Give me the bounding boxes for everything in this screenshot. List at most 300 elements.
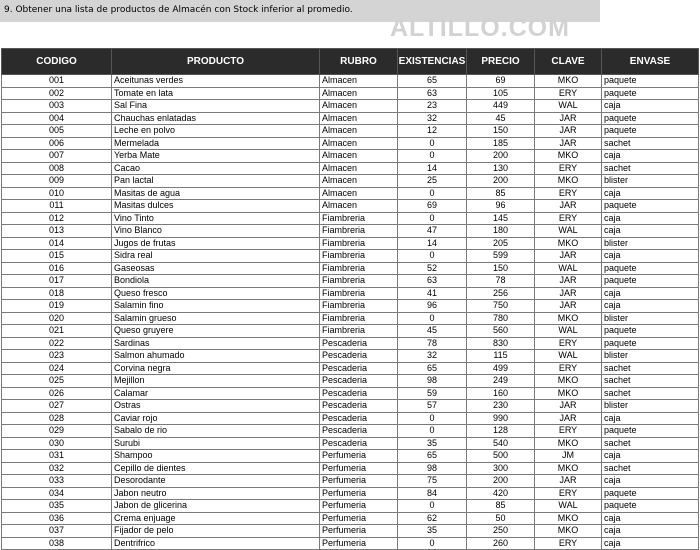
cell-rubro: Almacen bbox=[320, 162, 398, 175]
cell-producto: Desorodante bbox=[112, 475, 320, 488]
cell-producto: Dentrifrico bbox=[112, 537, 320, 550]
cell-producto: Calamar bbox=[112, 387, 320, 400]
cell-rubro: Almacen bbox=[320, 100, 398, 113]
cell-precio: 250 bbox=[467, 525, 535, 538]
cell-clave: JAR bbox=[535, 300, 602, 313]
table-row bbox=[2, 212, 699, 225]
cell-codigo: 013 bbox=[2, 225, 112, 238]
table-row bbox=[2, 250, 699, 263]
cell-envase: paquete bbox=[602, 262, 699, 275]
cell-codigo: 005 bbox=[2, 125, 112, 138]
cell-precio: 200 bbox=[467, 175, 535, 188]
cell-producto: Vino Blanco bbox=[112, 225, 320, 238]
cell-rubro: Almacen bbox=[320, 137, 398, 150]
cell-precio: 180 bbox=[467, 225, 535, 238]
cell-clave: WAL bbox=[535, 225, 602, 238]
cell-rubro: Pescaderia bbox=[320, 362, 398, 375]
cell-codigo: 016 bbox=[2, 262, 112, 275]
cell-clave: ERY bbox=[535, 162, 602, 175]
cell-codigo: 004 bbox=[2, 112, 112, 125]
cell-envase: paquete bbox=[602, 425, 699, 438]
cell-rubro: Almacen bbox=[320, 112, 398, 125]
cell-rubro: Almacen bbox=[320, 175, 398, 188]
cell-existencias: 62 bbox=[398, 512, 467, 525]
cell-existencias: 98 bbox=[398, 462, 467, 475]
cell-existencias: 52 bbox=[398, 262, 467, 275]
cell-codigo: 014 bbox=[2, 237, 112, 250]
cell-existencias: 14 bbox=[398, 237, 467, 250]
table-header-row bbox=[2, 49, 699, 75]
cell-producto: Salamin fino bbox=[112, 300, 320, 313]
cell-producto: Mejillon bbox=[112, 375, 320, 388]
table-row bbox=[2, 287, 699, 300]
cell-producto: Aceitunas verdes bbox=[112, 75, 320, 88]
cell-precio: 105 bbox=[467, 87, 535, 100]
cell-clave: JAR bbox=[535, 287, 602, 300]
col-header-rubro: RUBRO bbox=[320, 49, 398, 75]
cell-envase: sachet bbox=[602, 462, 699, 475]
cell-rubro: Fiambreria bbox=[320, 287, 398, 300]
cell-existencias: 45 bbox=[398, 325, 467, 338]
cell-existencias: 65 bbox=[398, 75, 467, 88]
cell-producto: Sal Fina bbox=[112, 100, 320, 113]
cell-rubro: Almacen bbox=[320, 200, 398, 213]
cell-producto: Gaseosas bbox=[112, 262, 320, 275]
cell-existencias: 35 bbox=[398, 437, 467, 450]
table-row bbox=[2, 400, 699, 413]
cell-rubro: Pescaderia bbox=[320, 387, 398, 400]
cell-rubro: Pescaderia bbox=[320, 337, 398, 350]
cell-envase: caja bbox=[602, 512, 699, 525]
cell-precio: 990 bbox=[467, 412, 535, 425]
cell-envase: caja bbox=[602, 537, 699, 550]
cell-precio: 50 bbox=[467, 512, 535, 525]
cell-rubro: Pescaderia bbox=[320, 375, 398, 388]
table-row bbox=[2, 225, 699, 238]
cell-existencias: 0 bbox=[398, 425, 467, 438]
cell-codigo: 006 bbox=[2, 137, 112, 150]
cell-envase: caja bbox=[602, 250, 699, 263]
cell-envase: caja bbox=[602, 225, 699, 238]
cell-existencias: 23 bbox=[398, 100, 467, 113]
cell-envase: caja bbox=[602, 287, 699, 300]
cell-envase: caja bbox=[602, 100, 699, 113]
cell-rubro: Perfumeria bbox=[320, 512, 398, 525]
cell-clave: MKO bbox=[535, 150, 602, 163]
cell-producto: Shampoo bbox=[112, 450, 320, 463]
table-row bbox=[2, 237, 699, 250]
cell-existencias: 25 bbox=[398, 175, 467, 188]
cell-precio: 249 bbox=[467, 375, 535, 388]
cell-rubro: Fiambreria bbox=[320, 250, 398, 263]
cell-existencias: 63 bbox=[398, 87, 467, 100]
cell-rubro: Almacen bbox=[320, 75, 398, 88]
cell-producto: Mermelada bbox=[112, 137, 320, 150]
cell-precio: 499 bbox=[467, 362, 535, 375]
cell-rubro: Fiambreria bbox=[320, 275, 398, 288]
cell-producto: Ostras bbox=[112, 400, 320, 413]
cell-codigo: 034 bbox=[2, 487, 112, 500]
table-row bbox=[2, 162, 699, 175]
table-row bbox=[2, 137, 699, 150]
cell-envase: sachet bbox=[602, 162, 699, 175]
cell-clave: JAR bbox=[535, 125, 602, 138]
cell-producto: Pan lactal bbox=[112, 175, 320, 188]
cell-envase: caja bbox=[602, 212, 699, 225]
cell-existencias: 75 bbox=[398, 475, 467, 488]
table-row bbox=[2, 487, 699, 500]
cell-rubro: Fiambreria bbox=[320, 262, 398, 275]
site-logo: ALTILLO.COM bbox=[390, 14, 570, 42]
cell-precio: 150 bbox=[467, 262, 535, 275]
cell-precio: 145 bbox=[467, 212, 535, 225]
cell-codigo: 012 bbox=[2, 212, 112, 225]
cell-envase: caja bbox=[602, 475, 699, 488]
cell-clave: JAR bbox=[535, 200, 602, 213]
cell-codigo: 009 bbox=[2, 175, 112, 188]
cell-clave: WAL bbox=[535, 262, 602, 275]
cell-clave: ERY bbox=[535, 425, 602, 438]
cell-codigo: 022 bbox=[2, 337, 112, 350]
products-table bbox=[1, 48, 699, 550]
cell-clave: ERY bbox=[535, 537, 602, 550]
cell-existencias: 84 bbox=[398, 487, 467, 500]
cell-precio: 200 bbox=[467, 475, 535, 488]
cell-clave: MKO bbox=[535, 462, 602, 475]
cell-envase: blister bbox=[602, 237, 699, 250]
table-row bbox=[2, 450, 699, 463]
cell-rubro: Perfumeria bbox=[320, 537, 398, 550]
cell-clave: ERY bbox=[535, 487, 602, 500]
table-row bbox=[2, 437, 699, 450]
cell-envase: caja bbox=[602, 412, 699, 425]
cell-rubro: Almacen bbox=[320, 87, 398, 100]
cell-clave: ERY bbox=[535, 212, 602, 225]
cell-rubro: Pescaderia bbox=[320, 412, 398, 425]
cell-clave: JAR bbox=[535, 400, 602, 413]
cell-producto: Queso gruyere bbox=[112, 325, 320, 338]
cell-existencias: 96 bbox=[398, 300, 467, 313]
cell-precio: 115 bbox=[467, 350, 535, 363]
cell-clave: ERY bbox=[535, 337, 602, 350]
cell-existencias: 0 bbox=[398, 137, 467, 150]
cell-existencias: 0 bbox=[398, 150, 467, 163]
cell-envase: paquete bbox=[602, 112, 699, 125]
table-row bbox=[2, 475, 699, 488]
cell-clave: JAR bbox=[535, 112, 602, 125]
table-row bbox=[2, 512, 699, 525]
cell-precio: 599 bbox=[467, 250, 535, 263]
col-header-codigo: CODIGO bbox=[2, 49, 112, 75]
cell-codigo: 033 bbox=[2, 475, 112, 488]
cell-codigo: 019 bbox=[2, 300, 112, 313]
table-row bbox=[2, 375, 699, 388]
cell-codigo: 037 bbox=[2, 525, 112, 538]
cell-envase: paquete bbox=[602, 325, 699, 338]
cell-envase: blister bbox=[602, 400, 699, 413]
cell-precio: 830 bbox=[467, 337, 535, 350]
cell-codigo: 028 bbox=[2, 412, 112, 425]
cell-envase: paquete bbox=[602, 125, 699, 138]
table-row bbox=[2, 300, 699, 313]
cell-precio: 150 bbox=[467, 125, 535, 138]
cell-codigo: 002 bbox=[2, 87, 112, 100]
cell-producto: Masitas de agua bbox=[112, 187, 320, 200]
cell-precio: 185 bbox=[467, 137, 535, 150]
cell-rubro: Fiambreria bbox=[320, 237, 398, 250]
cell-envase: caja bbox=[602, 187, 699, 200]
cell-envase: paquete bbox=[602, 500, 699, 513]
cell-precio: 96 bbox=[467, 200, 535, 213]
cell-precio: 300 bbox=[467, 462, 535, 475]
cell-existencias: 0 bbox=[398, 312, 467, 325]
cell-clave: MKO bbox=[535, 75, 602, 88]
cell-envase: paquete bbox=[602, 200, 699, 213]
table-row bbox=[2, 337, 699, 350]
cell-envase: caja bbox=[602, 300, 699, 313]
cell-producto: Sidra real bbox=[112, 250, 320, 263]
cell-clave: MKO bbox=[535, 512, 602, 525]
cell-producto: Surubi bbox=[112, 437, 320, 450]
cell-clave: JM bbox=[535, 450, 602, 463]
cell-envase: caja bbox=[602, 450, 699, 463]
cell-envase: blister bbox=[602, 350, 699, 363]
cell-clave: JAR bbox=[535, 475, 602, 488]
table-row bbox=[2, 387, 699, 400]
table-row bbox=[2, 500, 699, 513]
cell-envase: paquete bbox=[602, 75, 699, 88]
cell-rubro: Pescaderia bbox=[320, 437, 398, 450]
cell-codigo: 025 bbox=[2, 375, 112, 388]
cell-precio: 540 bbox=[467, 437, 535, 450]
cell-existencias: 78 bbox=[398, 337, 467, 350]
cell-codigo: 036 bbox=[2, 512, 112, 525]
cell-producto: Jabon neutro bbox=[112, 487, 320, 500]
cell-clave: ERY bbox=[535, 87, 602, 100]
col-header-producto: PRODUCTO bbox=[112, 49, 320, 75]
table-row bbox=[2, 362, 699, 375]
cell-rubro: Fiambreria bbox=[320, 325, 398, 338]
cell-rubro: Perfumeria bbox=[320, 487, 398, 500]
cell-envase: blister bbox=[602, 312, 699, 325]
cell-clave: MKO bbox=[535, 175, 602, 188]
cell-producto: Corvina negra bbox=[112, 362, 320, 375]
table-row bbox=[2, 87, 699, 100]
table-row bbox=[2, 112, 699, 125]
cell-precio: 560 bbox=[467, 325, 535, 338]
cell-codigo: 029 bbox=[2, 425, 112, 438]
cell-clave: WAL bbox=[535, 350, 602, 363]
cell-codigo: 011 bbox=[2, 200, 112, 213]
table-row bbox=[2, 325, 699, 338]
table-row bbox=[2, 312, 699, 325]
col-header-envase: ENVASE bbox=[602, 49, 699, 75]
cell-codigo: 015 bbox=[2, 250, 112, 263]
cell-codigo: 021 bbox=[2, 325, 112, 338]
cell-clave: JAR bbox=[535, 137, 602, 150]
cell-clave: JAR bbox=[535, 275, 602, 288]
cell-codigo: 038 bbox=[2, 537, 112, 550]
cell-precio: 500 bbox=[467, 450, 535, 463]
cell-existencias: 0 bbox=[398, 212, 467, 225]
col-header-precio: PRECIO bbox=[467, 49, 535, 75]
cell-codigo: 035 bbox=[2, 500, 112, 513]
cell-clave: ERY bbox=[535, 362, 602, 375]
cell-existencias: 0 bbox=[398, 537, 467, 550]
cell-existencias: 32 bbox=[398, 112, 467, 125]
cell-codigo: 032 bbox=[2, 462, 112, 475]
cell-producto: Jugos de frutas bbox=[112, 237, 320, 250]
cell-codigo: 026 bbox=[2, 387, 112, 400]
cell-existencias: 98 bbox=[398, 375, 467, 388]
cell-producto: Salmon ahumado bbox=[112, 350, 320, 363]
cell-existencias: 0 bbox=[398, 187, 467, 200]
cell-existencias: 65 bbox=[398, 362, 467, 375]
cell-producto: Crema enjuage bbox=[112, 512, 320, 525]
cell-existencias: 0 bbox=[398, 412, 467, 425]
cell-clave: MKO bbox=[535, 437, 602, 450]
cell-existencias: 47 bbox=[398, 225, 467, 238]
cell-existencias: 63 bbox=[398, 275, 467, 288]
cell-precio: 230 bbox=[467, 400, 535, 413]
cell-codigo: 008 bbox=[2, 162, 112, 175]
cell-existencias: 0 bbox=[398, 250, 467, 263]
cell-producto: Chauchas enlatadas bbox=[112, 112, 320, 125]
table-body bbox=[2, 75, 699, 550]
cell-rubro: Perfumeria bbox=[320, 450, 398, 463]
cell-envase: sachet bbox=[602, 375, 699, 388]
cell-clave: JAR bbox=[535, 250, 602, 263]
cell-producto: Leche en polvo bbox=[112, 125, 320, 138]
cell-rubro: Perfumeria bbox=[320, 462, 398, 475]
cell-rubro: Pescaderia bbox=[320, 425, 398, 438]
table-row bbox=[2, 412, 699, 425]
cell-precio: 420 bbox=[467, 487, 535, 500]
cell-producto: Jabon de glicerina bbox=[112, 500, 320, 513]
cell-producto: Bondiola bbox=[112, 275, 320, 288]
cell-codigo: 030 bbox=[2, 437, 112, 450]
cell-rubro: Fiambreria bbox=[320, 300, 398, 313]
cell-codigo: 020 bbox=[2, 312, 112, 325]
table-row bbox=[2, 200, 699, 213]
cell-precio: 256 bbox=[467, 287, 535, 300]
table-row bbox=[2, 75, 699, 88]
cell-codigo: 024 bbox=[2, 362, 112, 375]
cell-producto: Fijador de pelo bbox=[112, 525, 320, 538]
cell-rubro: Fiambreria bbox=[320, 212, 398, 225]
cell-existencias: 32 bbox=[398, 350, 467, 363]
cell-producto: Queso fresco bbox=[112, 287, 320, 300]
cell-producto: Tomate en lata bbox=[112, 87, 320, 100]
cell-existencias: 69 bbox=[398, 200, 467, 213]
question-text: 9. Obtener una lista de productos de Almacén con Stock inferior al promedio. bbox=[4, 5, 353, 15]
cell-existencias: 57 bbox=[398, 400, 467, 413]
cell-clave: WAL bbox=[535, 325, 602, 338]
cell-precio: 449 bbox=[467, 100, 535, 113]
cell-precio: 160 bbox=[467, 387, 535, 400]
cell-clave: WAL bbox=[535, 100, 602, 113]
table-row bbox=[2, 275, 699, 288]
cell-producto: Sabalo de rio bbox=[112, 425, 320, 438]
table-row bbox=[2, 525, 699, 538]
cell-codigo: 031 bbox=[2, 450, 112, 463]
cell-codigo: 017 bbox=[2, 275, 112, 288]
table-row bbox=[2, 125, 699, 138]
cell-rubro: Perfumeria bbox=[320, 525, 398, 538]
cell-producto: Sardinas bbox=[112, 337, 320, 350]
cell-envase: sachet bbox=[602, 137, 699, 150]
cell-producto: Cepillo de dientes bbox=[112, 462, 320, 475]
cell-producto: Yerba Mate bbox=[112, 150, 320, 163]
cell-precio: 85 bbox=[467, 187, 535, 200]
cell-rubro: Pescaderia bbox=[320, 350, 398, 363]
cell-precio: 750 bbox=[467, 300, 535, 313]
cell-envase: paquete bbox=[602, 337, 699, 350]
cell-precio: 205 bbox=[467, 237, 535, 250]
cell-rubro: Almacen bbox=[320, 187, 398, 200]
table-row bbox=[2, 187, 699, 200]
cell-clave: MKO bbox=[535, 387, 602, 400]
cell-precio: 130 bbox=[467, 162, 535, 175]
cell-precio: 128 bbox=[467, 425, 535, 438]
cell-producto: Vino Tinto bbox=[112, 212, 320, 225]
cell-precio: 260 bbox=[467, 537, 535, 550]
table-row bbox=[2, 175, 699, 188]
cell-envase: paquete bbox=[602, 87, 699, 100]
cell-codigo: 018 bbox=[2, 287, 112, 300]
cell-existencias: 35 bbox=[398, 525, 467, 538]
table-row bbox=[2, 262, 699, 275]
cell-codigo: 023 bbox=[2, 350, 112, 363]
cell-precio: 780 bbox=[467, 312, 535, 325]
cell-envase: paquete bbox=[602, 275, 699, 288]
cell-envase: paquete bbox=[602, 487, 699, 500]
cell-envase: blister bbox=[602, 175, 699, 188]
col-header-existencias: EXISTENCIAS bbox=[398, 49, 467, 75]
table-row bbox=[2, 150, 699, 163]
cell-clave: MKO bbox=[535, 312, 602, 325]
cell-rubro: Fiambreria bbox=[320, 312, 398, 325]
cell-precio: 69 bbox=[467, 75, 535, 88]
cell-rubro: Fiambreria bbox=[320, 225, 398, 238]
cell-clave: MKO bbox=[535, 375, 602, 388]
cell-existencias: 65 bbox=[398, 450, 467, 463]
table-row bbox=[2, 100, 699, 113]
cell-rubro: Almacen bbox=[320, 150, 398, 163]
cell-producto: Salamin grueso bbox=[112, 312, 320, 325]
cell-precio: 78 bbox=[467, 275, 535, 288]
cell-rubro: Perfumeria bbox=[320, 475, 398, 488]
table-row bbox=[2, 350, 699, 363]
col-header-clave: CLAVE bbox=[535, 49, 602, 75]
cell-codigo: 003 bbox=[2, 100, 112, 113]
cell-clave: JAR bbox=[535, 412, 602, 425]
cell-clave: MKO bbox=[535, 525, 602, 538]
cell-rubro: Pescaderia bbox=[320, 400, 398, 413]
cell-precio: 85 bbox=[467, 500, 535, 513]
cell-envase: sachet bbox=[602, 362, 699, 375]
cell-clave: MKO bbox=[535, 237, 602, 250]
cell-codigo: 001 bbox=[2, 75, 112, 88]
cell-envase: caja bbox=[602, 150, 699, 163]
table-row bbox=[2, 425, 699, 438]
cell-codigo: 027 bbox=[2, 400, 112, 413]
table-row bbox=[2, 462, 699, 475]
cell-producto: Caviar rojo bbox=[112, 412, 320, 425]
cell-codigo: 007 bbox=[2, 150, 112, 163]
cell-rubro: Perfumeria bbox=[320, 500, 398, 513]
cell-producto: Masitas dulces bbox=[112, 200, 320, 213]
